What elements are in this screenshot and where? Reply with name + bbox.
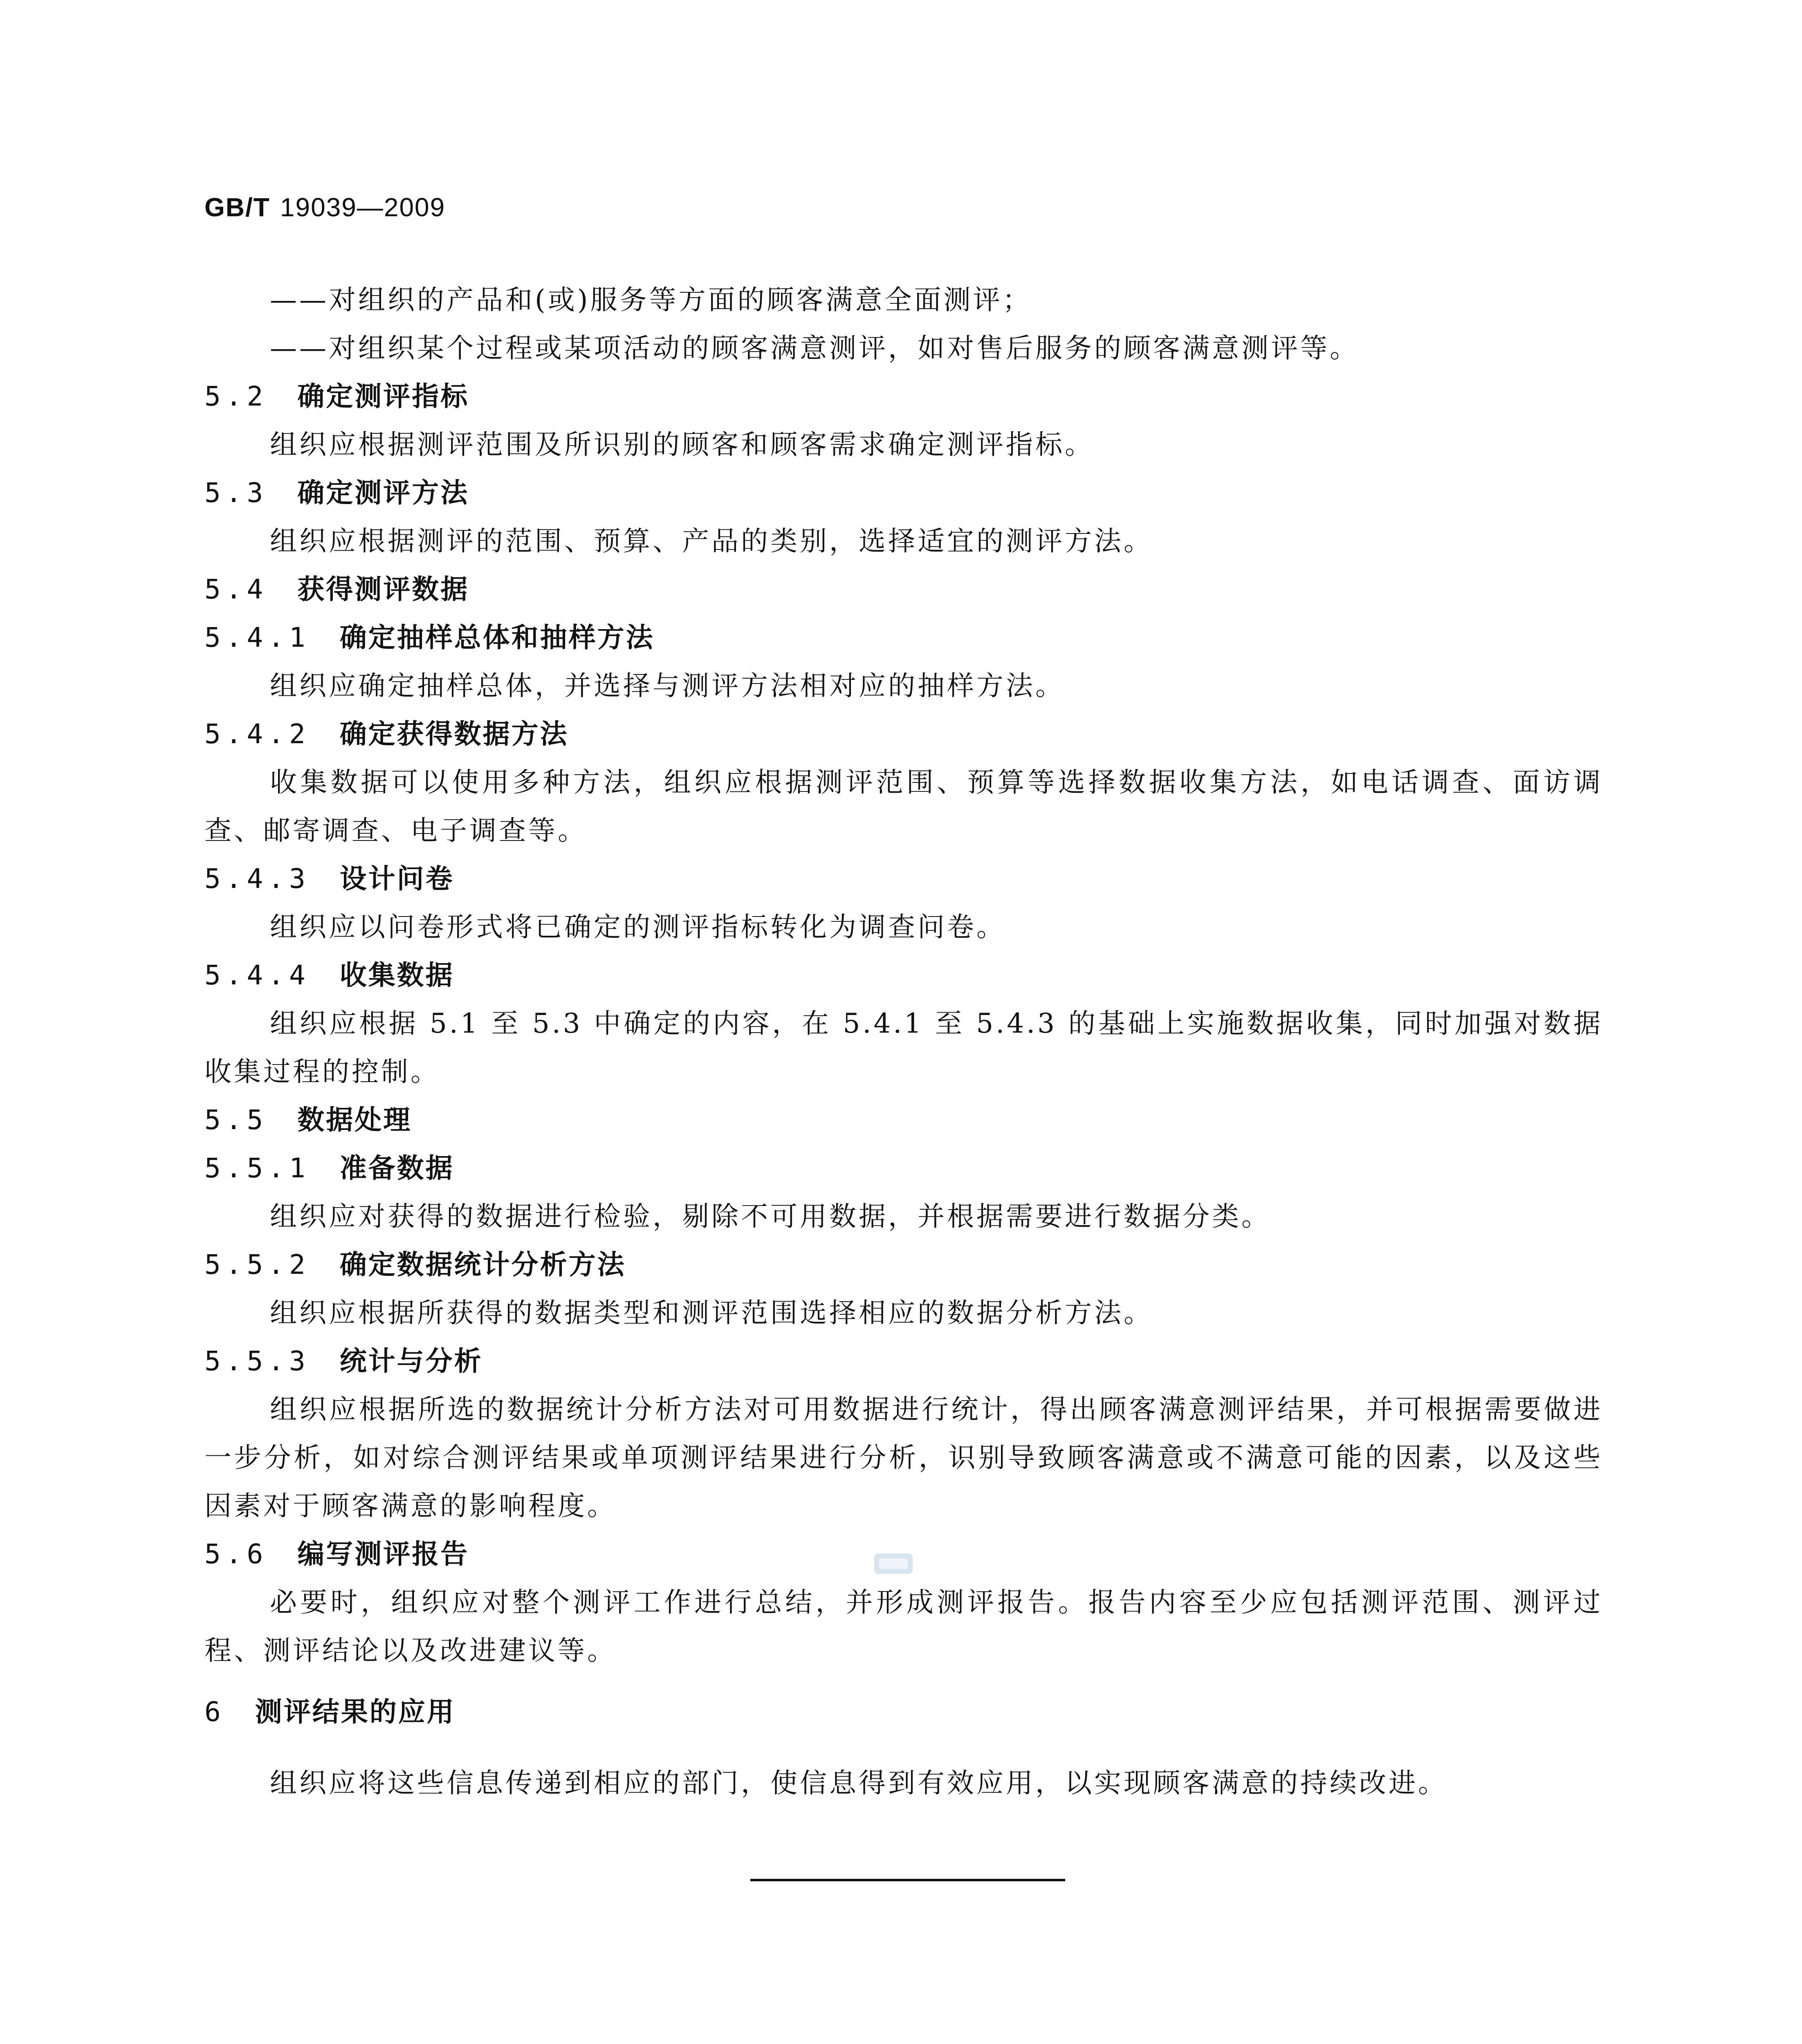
- section-number: 5.2: [204, 381, 268, 412]
- section-number: 5.4.3: [204, 863, 310, 894]
- section-number: 5.5.3: [204, 1345, 310, 1377]
- section-heading-5-3: [204, 469, 1603, 517]
- section-heading-5-4-3: [204, 855, 1603, 903]
- watermark-logo: [871, 1549, 916, 1578]
- section-title: 确定测评方法: [297, 477, 469, 509]
- section-heading-5-2: [204, 372, 1603, 421]
- paragraph: 组织应以问卷形式将已确定的测评指标转化为调查问卷。: [270, 911, 1006, 943]
- section-title: 确定测评指标: [297, 381, 469, 412]
- section-heading-5-4-1: [204, 614, 1603, 662]
- paragraph: 组织应根据测评范围及所识别的顾客和顾客需求确定测评指标。: [270, 429, 1094, 460]
- section-title: 确定获得数据方法: [339, 718, 569, 750]
- section-number: 5.4: [204, 574, 268, 605]
- section-number: 5.4.4: [204, 959, 310, 991]
- paragraph: 组织应根据所选的数据统计分析方法对可用数据进行统计，得出顾客满意测评结果，并可根据需要做进一步分析，如对综合测评结果或单项测评结果进行分析，识别导致顾客满意或不满意可能的因素，以及这些因素对于顾客满意的影响程度。: [204, 1394, 1603, 1522]
- section-number: 5.5.1: [204, 1152, 310, 1184]
- section-title: 获得测评数据: [297, 574, 469, 605]
- section-number: 5.5: [204, 1104, 268, 1136]
- section-heading-5-4-4: [204, 951, 1603, 1000]
- section-title: 确定抽样总体和抽样方法: [339, 622, 655, 653]
- paragraph: 组织应对获得的数据进行检验，剔除不可用数据，并根据需要进行数据分类。: [270, 1201, 1271, 1232]
- standard-number: 19039—2009: [280, 193, 446, 222]
- paragraph: 必要时，组织应对整个测评工作进行总结，并形成测评报告。报告内容至少应包括测评范围、测评过程、测评结论以及改进建议等。: [204, 1587, 1603, 1666]
- paragraph: 组织应根据测评的范围、预算、产品的类别，选择适宜的测评方法。: [270, 525, 1153, 557]
- section-title: 确定数据统计分析方法: [339, 1249, 626, 1280]
- standard-code: GB/T: [204, 193, 270, 222]
- section-heading-6: [204, 1688, 1603, 1736]
- section-title: 编写测评报告: [297, 1538, 469, 1570]
- section-heading-5-5-2: [204, 1241, 1603, 1289]
- section-title: 数据处理: [297, 1104, 412, 1136]
- section-heading-5-5-3: [204, 1337, 1603, 1385]
- section-heading-5-4: [204, 565, 1603, 614]
- list-item: ——对组织某个过程或某项活动的顾客满意测评，如对售后服务的顾客满意测评等。: [270, 332, 1359, 364]
- section-number: 6: [204, 1696, 226, 1728]
- section-title: 收集数据: [339, 959, 454, 991]
- section-number: 5.4.1: [204, 622, 310, 653]
- section-heading-5-5: [204, 1096, 1603, 1144]
- section-number: 5.5.2: [204, 1249, 310, 1280]
- standard-header: [204, 192, 445, 222]
- section-number: 5.4.2: [204, 718, 310, 750]
- section-heading-5-4-2: [204, 710, 1603, 758]
- section-title: 准备数据: [339, 1152, 454, 1184]
- section-number: 5.3: [204, 477, 268, 509]
- section-title: 设计问卷: [339, 863, 454, 894]
- paragraph: 组织应根据所获得的数据类型和测评范围选择相应的数据分析方法。: [270, 1297, 1153, 1329]
- paragraph: 收集数据可以使用多种方法，组织应根据测评范围、预算等选择数据收集方法，如电话调查、面访调查、邮寄调查、电子调查等。: [204, 766, 1603, 846]
- paragraph: 组织应将这些信息传递到相应的部门，使信息得到有效应用，以实现顾客满意的持续改进。: [270, 1767, 1447, 1799]
- paragraph: 组织应根据 5.1 至 5.3 中确定的内容，在 5.4.1 至 5.4.3 的基础上实施数据收集，同时加强对数据收集过程的控制。: [204, 1008, 1603, 1087]
- section-heading-5-5-1: [204, 1144, 1603, 1192]
- list-item: ——对组织的产品和(或)服务等方面的顾客满意全面测评；: [270, 284, 1032, 316]
- section-title: 测评结果的应用: [255, 1696, 456, 1728]
- section-number: 5.6: [204, 1538, 268, 1570]
- end-of-document-rule: [750, 1879, 1065, 1881]
- paragraph: 组织应确定抽样总体，并选择与测评方法相对应的抽样方法。: [270, 670, 1065, 702]
- section-title: 统计与分析: [339, 1345, 483, 1377]
